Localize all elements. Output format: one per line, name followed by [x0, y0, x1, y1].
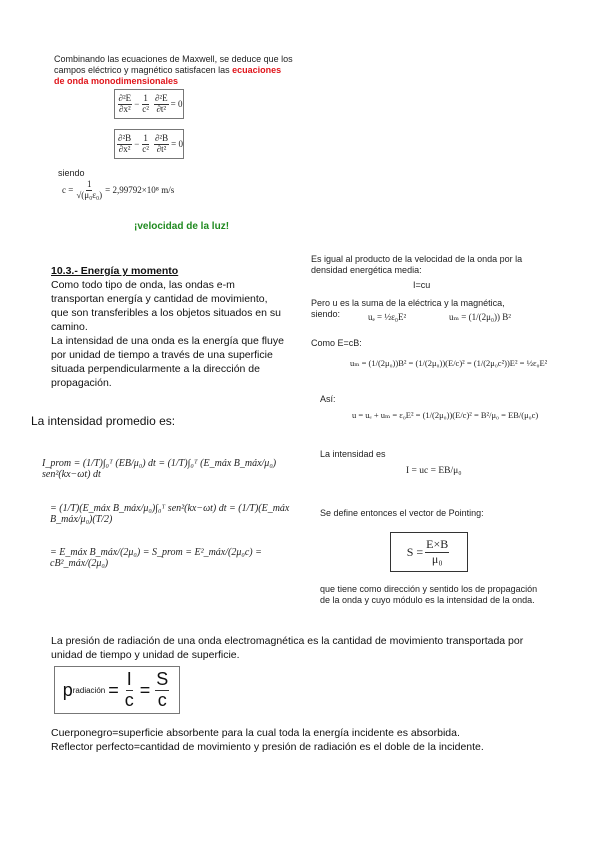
eq-term: = 0 — [171, 139, 183, 149]
paragraph-line: por unidad de tiempo a través de una superficie — [51, 349, 273, 361]
eq-term: 1 — [86, 179, 92, 189]
pointing-definition: Se define entonces el vector de Pointing: — [320, 508, 484, 518]
u-total-equation: u = uₑ + uₘ = ε₀E² = (1/(2μ₀))(E/c)² = B²/μ₀ = EB/(μ₀c) — [352, 410, 539, 420]
light-speed-note: ¡velocidad de la luz! — [134, 221, 230, 232]
eq-term: ∂t² — [156, 143, 167, 154]
eq-term: ∂²B — [118, 132, 132, 143]
intro-text — [54, 54, 294, 87]
eq-term: 1 — [143, 92, 148, 103]
eq-term: √(μ₀ε₀) — [76, 189, 103, 200]
eq-term: = — [108, 679, 119, 700]
eq-term: c = — [62, 185, 74, 196]
eq-term: = — [139, 679, 151, 700]
eq-term: − — [134, 139, 140, 149]
eq-term: ∂x² — [119, 103, 131, 114]
pointing-vector-equation — [390, 532, 468, 572]
eq-term: I — [126, 668, 132, 689]
eq-term: = 2,99792×10⁸ m/s — [105, 185, 175, 196]
eq-term: ∂x² — [118, 143, 131, 154]
paragraph-line: Pero u es la suma de la eléctrica y la magnética, — [311, 298, 505, 308]
eq-term: c² — [142, 103, 149, 114]
section-energy-momentum — [51, 264, 313, 390]
eq-row: = (1/T)(E_máx B_máx/μ₀)∫₀ᵀ sen²(kx−ωt) dt = (1/T)(E_máx B_máx/μ₀)(T/2) — [50, 503, 290, 525]
section-title: 10.3.- Energía y momento — [51, 265, 179, 277]
eq-term: S — [156, 668, 169, 689]
paragraph-line: La presión de radiación de una onda electromagnética es la cantidad de movimiento transportada por — [51, 635, 524, 647]
eq-i-cu: I=cu — [413, 280, 431, 290]
pointing-description — [320, 584, 570, 606]
black-body-definition: Cuerponegro=superficie absorbente para la cual toda la energía incidente es absorbida. — [51, 727, 460, 739]
eq-term: p — [62, 679, 73, 700]
wave-equation-e — [114, 89, 184, 119]
intensity-equation — [42, 446, 304, 580]
paragraph-line: densidad energética media: — [311, 265, 422, 275]
asi-label: Así: — [320, 394, 336, 404]
light-speed-equation — [62, 180, 174, 201]
paragraph-line: unidad de tiempo y unidad de superficie. — [51, 649, 240, 661]
eq-row: I_prom = (1/T)∫₀ᵀ (EB/μ₀) dt = (1/T)∫₀ᵀ (E_máx B_máx/μ₀) sen²(kx−ωt) dt — [42, 458, 277, 480]
como-label: Como E=cB: — [311, 338, 362, 348]
eq-term: S = — [406, 544, 424, 559]
siendo-label: siendo — [58, 168, 85, 178]
eq-term: μ₀ — [431, 551, 443, 566]
eq-term: − — [134, 99, 140, 109]
paragraph-line: situada perpendicularmente a la dirección de — [51, 363, 260, 375]
wave-equation-b — [114, 129, 184, 159]
eq-term: c — [157, 689, 167, 710]
avg-intensity-label: La intensidad promedio es: — [31, 414, 176, 428]
paragraph-line: propagación. — [51, 377, 112, 389]
paragraph-line: que son transferibles a los objetos situados en su — [51, 307, 281, 319]
intro-line-text: campos eléctrico y magnético satisfacen las — [54, 65, 233, 75]
eq-term: ∂t² — [156, 103, 167, 114]
paragraph-line: transportan energía y cantidad de movimiento, — [51, 293, 268, 305]
intensity-es-label: La intensidad es — [320, 449, 386, 459]
radiation-pressure-text — [51, 634, 571, 662]
eq-term: ∂²E — [118, 92, 132, 103]
i-uc-equation: I = uc = EB/μ₀ — [406, 466, 462, 476]
eq-subscript: radiación — [72, 685, 106, 695]
paragraph-line: Es igual al producto de la velocidad de la onda por la — [311, 254, 523, 264]
um-equation: uₘ = (1/(2μ₀)) B² — [449, 312, 511, 322]
eq-term: c² — [142, 143, 149, 154]
intro-line — [54, 65, 294, 76]
eq-term: ∂²E — [154, 92, 168, 103]
paragraph-line: Como todo tipo de onda, las ondas e-m — [51, 279, 235, 291]
ue-equation: uₑ = ½ε₀E² — [368, 312, 407, 322]
intro-highlight: ecuaciones — [232, 65, 282, 75]
right-column-sum — [311, 298, 561, 320]
eq-term: c — [124, 689, 134, 710]
eq-row: = E_máx B_máx/(2μ₀) = S_prom = E²_máx/(2μ₀c) = cB²_máx/(2μ₀) — [50, 547, 262, 569]
paragraph-line: que tiene como dirección y sentido los de propagación — [320, 584, 538, 594]
paragraph-line: siendo: — [311, 309, 341, 319]
eq-term: E×B — [426, 537, 449, 552]
body-definitions — [51, 726, 571, 754]
paragraph-line: La intensidad de una onda es la energía que fluye — [51, 335, 284, 347]
eq-term: 1 — [143, 132, 148, 143]
eq-term: ∂²B — [154, 132, 169, 143]
um-expand-equation: uₘ = (1/(2μ₀))B² = (1/(2μ₀))(E/c)² = (1/(2μ₀c²))E² = ½ε₀E² — [350, 358, 548, 368]
right-column-intro — [311, 254, 561, 276]
radiation-pressure-equation — [54, 666, 180, 714]
paragraph-line: de la onda y cuyo módulo es la intensidad de la onda. — [320, 595, 535, 605]
reflector-definition: Reflector perfecto=cantidad de movimiento y presión de radiación es el doble de la incidente. — [51, 741, 484, 753]
intro-line: Combinando las ecuaciones de Maxwell, se deduce que los — [54, 54, 293, 64]
paragraph-line: camino. — [51, 321, 88, 333]
eq-term: = 0 — [170, 99, 183, 109]
intro-highlight: de onda monodimensionales — [54, 76, 179, 86]
